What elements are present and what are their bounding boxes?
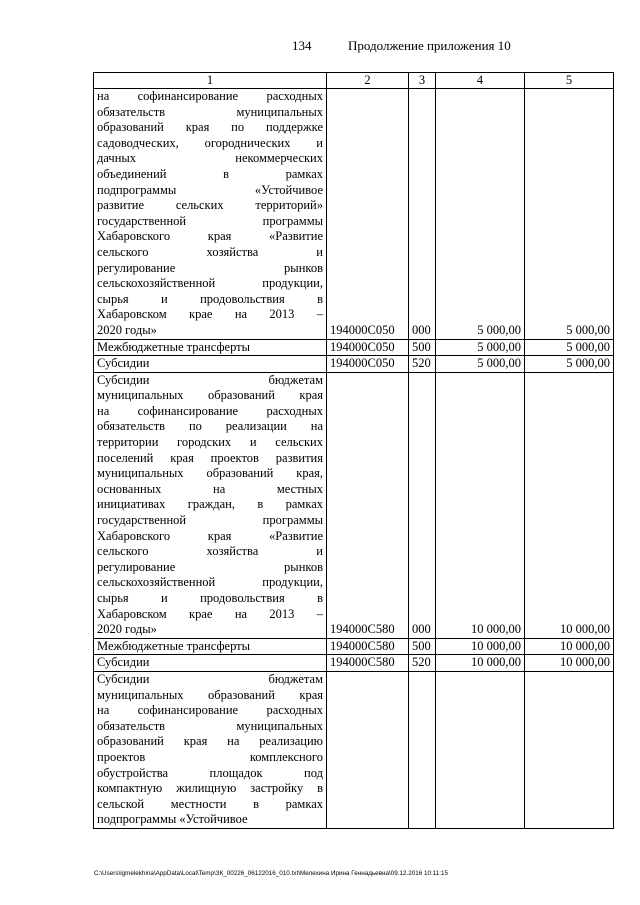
row-name-line: сырья и продовольствия в xyxy=(97,591,323,605)
target-code-cell: 194000С050 xyxy=(327,339,409,356)
row-name-line: на софинансирование расходных xyxy=(97,89,323,103)
expense-type-cell: 520 xyxy=(409,655,436,672)
row-name-line: регулирование рынков xyxy=(97,260,323,275)
continuation-title: Продолжение приложения 10 xyxy=(348,38,511,53)
row-name-line: муниципальных образований края, xyxy=(97,466,323,481)
row-name-cell xyxy=(94,89,327,340)
file-path-footer: C:\Users\igmelekhina\AppData\Local\Temp\ЗК_00226_06122016_010.txt\Мелехина Ирина Геннадьевна\09.12.2016 10:11:15 xyxy=(94,870,449,877)
row-name-line: подпрограммы «Устойчивое xyxy=(97,182,323,197)
page-header xyxy=(0,38,640,58)
table-row xyxy=(94,356,614,373)
row-name-cell xyxy=(94,671,327,828)
row-name-line: Межбюджетные трансферты xyxy=(97,339,251,354)
row-name-line: Хабаровском крае на 2013 – xyxy=(97,606,323,621)
expense-type-cell: 500 xyxy=(409,638,436,655)
row-name-line: проектов комплексного xyxy=(97,749,323,764)
row-name-cell xyxy=(94,356,327,373)
row-name-line: компактную жилищную застройку в xyxy=(97,781,323,796)
table-header-row xyxy=(94,73,614,89)
table-row xyxy=(94,638,614,655)
row-name-line: развитие сельских территорий» xyxy=(97,198,323,213)
row-name-line: обязательств муниципальных xyxy=(97,104,323,119)
row-name-cell xyxy=(94,372,327,638)
row-name-line: на софинансирование расходных xyxy=(97,403,323,418)
amount-col5-cell: 10 000,00 xyxy=(525,638,614,655)
row-name-line: сельской местности в рамках xyxy=(97,796,323,811)
amount-col4-cell: 10 000,00 xyxy=(436,372,525,638)
amount-col5-cell: 10 000,00 xyxy=(525,655,614,672)
row-name-line: государственной программы xyxy=(97,513,323,528)
row-name-cell xyxy=(94,655,327,672)
table-row xyxy=(94,655,614,672)
row-name-line: Хабаровского края «Развитие xyxy=(97,229,323,244)
expense-type-cell xyxy=(409,671,436,828)
target-code-cell xyxy=(327,671,409,828)
expense-type-cell: 520 xyxy=(409,356,436,373)
target-code-cell: 194000С050 xyxy=(327,89,409,340)
row-name-line: Субсидии бюджетам xyxy=(97,671,323,686)
row-name-line: сырья и продовольствия в xyxy=(97,291,323,306)
row-name-cell xyxy=(94,339,327,356)
amount-col5-cell: 5 000,00 xyxy=(525,89,614,340)
row-name-line: сельского хозяйства и xyxy=(97,244,323,259)
amount-col4-cell: 5 000,00 xyxy=(436,339,525,356)
row-name-line: обязательств муниципальных xyxy=(97,718,323,733)
row-name-cell xyxy=(94,638,327,655)
row-name-line: Хабаровского края «Развитие xyxy=(97,528,323,543)
row-name-line: садоводческих, огороднических и xyxy=(97,135,323,150)
row-name-line: поселений края проектов развития xyxy=(97,450,323,465)
amount-col5-cell xyxy=(525,671,614,828)
row-name-line: объединений в рамках xyxy=(97,166,323,181)
row-name-line: Субсидии xyxy=(97,655,150,670)
amount-col4-cell: 5 000,00 xyxy=(436,89,525,340)
table-row xyxy=(94,671,614,828)
row-name-line: регулирование рынков xyxy=(97,559,323,574)
page-number: 134 xyxy=(292,38,312,53)
table-row xyxy=(94,339,614,356)
table-row xyxy=(94,89,614,340)
column-header-1: 1 xyxy=(94,73,327,89)
row-name-line: образований края на реализацию xyxy=(97,734,323,749)
row-name-line: сельскохозяйственной продукции, xyxy=(97,575,323,590)
target-code-cell: 194000С050 xyxy=(327,356,409,373)
row-name-line: Субсидии xyxy=(97,356,150,371)
row-name-line: муниципальных образований края xyxy=(97,687,323,702)
amount-col4-cell: 10 000,00 xyxy=(436,638,525,655)
row-name-line: инициативах граждан, в рамках xyxy=(97,497,323,512)
row-name-line: территории городских и сельских xyxy=(97,435,323,450)
expenditure-table xyxy=(93,72,614,829)
expense-type-cell: 000 xyxy=(409,372,436,638)
row-name-line: 2020 годы» xyxy=(97,622,157,637)
row-name-line: образований края по поддержке xyxy=(97,120,323,135)
row-name-line: Субсидии бюджетам xyxy=(97,372,323,387)
target-code-cell: 194000С580 xyxy=(327,372,409,638)
expense-type-cell: 000 xyxy=(409,89,436,340)
row-name-line: основанных на местных xyxy=(97,481,323,496)
amount-col5-cell: 5 000,00 xyxy=(525,356,614,373)
row-name-line: обязательств по реализации на xyxy=(97,419,323,434)
row-name-line: сельского хозяйства и xyxy=(97,544,323,559)
expense-type-cell: 500 xyxy=(409,339,436,356)
row-name-line: Межбюджетные трансферты xyxy=(97,638,251,653)
column-header-5: 5 xyxy=(525,73,614,89)
amount-col5-cell: 10 000,00 xyxy=(525,372,614,638)
table-row xyxy=(94,372,614,638)
column-header-4: 4 xyxy=(436,73,525,89)
row-name-line: государственной программы xyxy=(97,213,323,228)
row-name-line: обустройства площадок под xyxy=(97,765,323,780)
amount-col4-cell: 5 000,00 xyxy=(436,356,525,373)
amount-col4-cell xyxy=(436,671,525,828)
row-name-line: муниципальных образований края xyxy=(97,388,323,403)
row-name-line: на софинансирование расходных xyxy=(97,703,323,718)
column-header-3: 3 xyxy=(409,73,436,89)
row-name-line: подпрограммы «Устойчивое xyxy=(97,812,248,827)
row-name-line: Хабаровском крае на 2013 – xyxy=(97,307,323,322)
row-name-line: дачных некоммерческих xyxy=(97,151,323,166)
amount-col4-cell: 10 000,00 xyxy=(436,655,525,672)
amount-col5-cell: 5 000,00 xyxy=(525,339,614,356)
target-code-cell: 194000С580 xyxy=(327,655,409,672)
row-name-line: сельскохозяйственной продукции, xyxy=(97,276,323,291)
target-code-cell: 194000С580 xyxy=(327,638,409,655)
column-header-2: 2 xyxy=(327,73,409,89)
row-name-line: 2020 годы» xyxy=(97,322,157,337)
